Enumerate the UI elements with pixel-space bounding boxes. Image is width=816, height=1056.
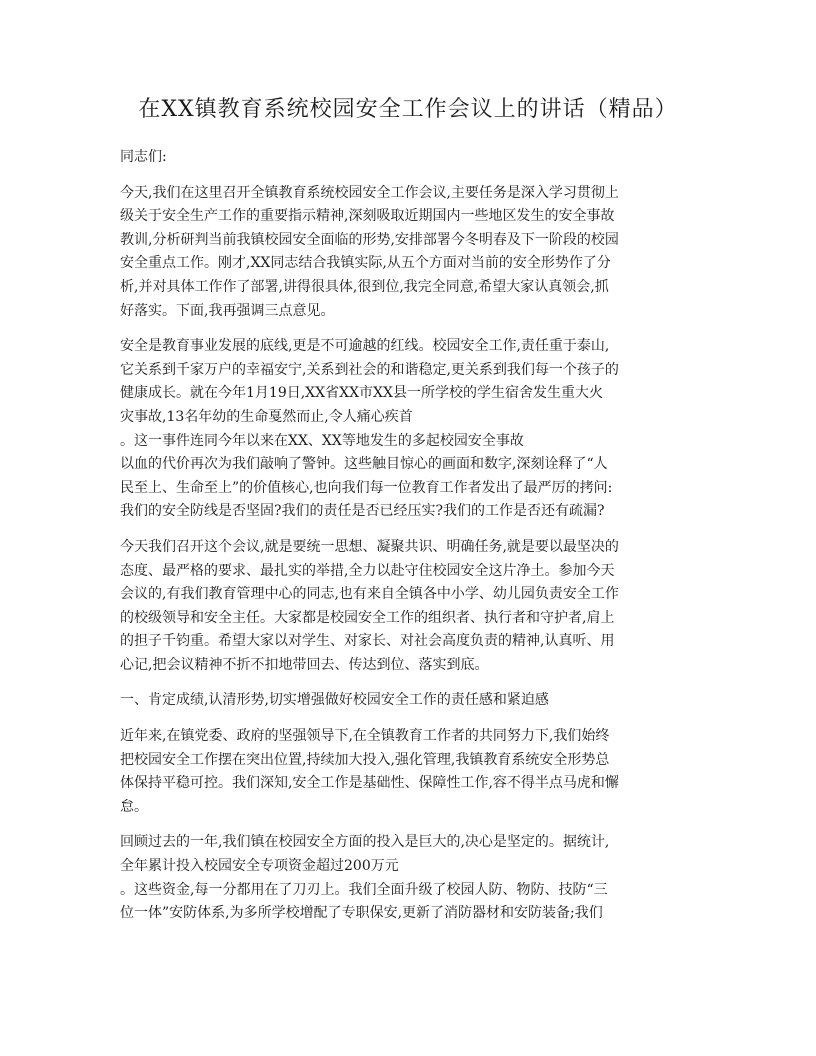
text-line: 今天,我们在这里召开全镇教育系统校园安全工作会议,主要任务是深入学习贯彻上: [120, 184, 619, 201]
document-title: 在XX镇教育系统校园安全工作会议上的讲话（精品）: [138, 97, 678, 122]
text-line: 的校级领导和安全主任。大家都是校园安全工作的组织者、执行者和守护者,肩上: [120, 609, 615, 626]
text-line: 同志们:: [120, 149, 167, 165]
text-line: 今天我们召开这个会议,就是要统一思想、凝聚共识、明确任务,就是要以最坚决的: [120, 538, 619, 555]
text-line: 民至上、生命至上”的价值核心,也向我们每一位教育工作者发出了最严厉的拷问:: [120, 479, 613, 496]
paragraph-safety-redline: [120, 335, 700, 524]
text-line: 心记,把会议精神不折不扣地带回去、传达到位、落实到底。: [120, 656, 489, 673]
text-line: 我们的安全防线是否坚固?我们的责任是否已经压实?我们的工作是否还有疏漏?: [120, 503, 605, 520]
text-line: 健康成长。就在今年1月19日,XX省XX市XX县一所学校的学生宿舍发生重大火: [120, 385, 603, 402]
section-heading-one: [120, 689, 700, 713]
text-line: 教训,分析研判当前我镇校园安全面临的形势,安排部署今冬明春及下一阶段的校园: [120, 231, 619, 248]
text-line: 好落实。下面,我再强调三点意见。: [120, 302, 335, 319]
text-line: 体保持平稳可控。我们深知,安全工作是基础性、保障性工作,容不得半点马虎和懈: [120, 775, 619, 792]
text-line: 。这一事件连同今年以来在XX、XX等地发生的多起校园安全事故: [120, 432, 524, 449]
text-line: 怠。: [120, 798, 148, 815]
text-line: 析,并对具体工作作了部署,讲得很具体,很到位,我完全同意,希望大家认真领会,抓: [120, 278, 609, 295]
text-line: 。这些资金,每一分都用在了刀刃上。我们全面升级了校园人防、物防、技防“三: [120, 881, 608, 898]
text-line: 态度、最严格的要求、最扎实的举措,全力以赴守住校园安全这片净土。参加今天: [120, 562, 615, 579]
paragraph-review: [120, 831, 700, 925]
text-line: 以血的代价再次为我们敲响了警钟。这些触目惊心的画面和数字,深刻诠释了“人: [120, 456, 608, 473]
text-line: 把校园安全工作摆在突出位置,持续加大投入,强化管理,我镇教育系统安全形势总: [120, 751, 610, 768]
text-line: 会议的,有我们教育管理中心的同志,也有来自全镇各中小学、幼儿园负责安全工作: [120, 586, 619, 603]
paragraph-recent-years: [120, 725, 700, 819]
text-line: 的担子千钧重。希望大家以对学生、对家长、对社会高度负责的精神,认真听、用: [120, 633, 615, 650]
text-line: 安全是教育事业发展的底线,更是不可逾越的红线。校园安全工作,责任重于泰山,: [120, 338, 610, 355]
text-line: 灾事故,13名年幼的生命戛然而止,令人痛心疾首: [120, 408, 413, 425]
text-line: 近年来,在镇党委、政府的坚强领导下,在全镇教育工作者的共同努力下,我们始终: [120, 728, 610, 745]
paragraph-opening: [120, 182, 700, 324]
text-line: 全年累计投入校园安全专项资金超过200万元: [120, 858, 399, 875]
text-line: 一、肯定成绩,认清形势,切实增强做好校园安全工作的责任感和紧迫感: [120, 692, 549, 709]
text-line: 它关系到千家万户的幸福安宁,关系到社会的和谐稳定,更关系到我们每一个孩子的: [120, 361, 619, 378]
salutation: [120, 146, 700, 170]
text-line: 回顾过去的一年,我们镇在校园安全方面的投入是巨大的,决心是坚定的。据统计,: [120, 834, 610, 851]
text-line: 级关于安全生产工作的重要指示精神,深刻吸取近期国内一些地区发生的安全事故: [120, 208, 615, 225]
text-line: 安全重点工作。刚才,XX同志结合我镇实际,从五个方面对当前的安全形势作了分: [120, 255, 611, 272]
paragraph-meeting-purpose: [120, 536, 700, 678]
text-line: 位一体”安防体系,为多所学校增配了专职保安,更新了消防器材和安防装备;我们: [120, 905, 603, 922]
document-body: [120, 146, 700, 938]
